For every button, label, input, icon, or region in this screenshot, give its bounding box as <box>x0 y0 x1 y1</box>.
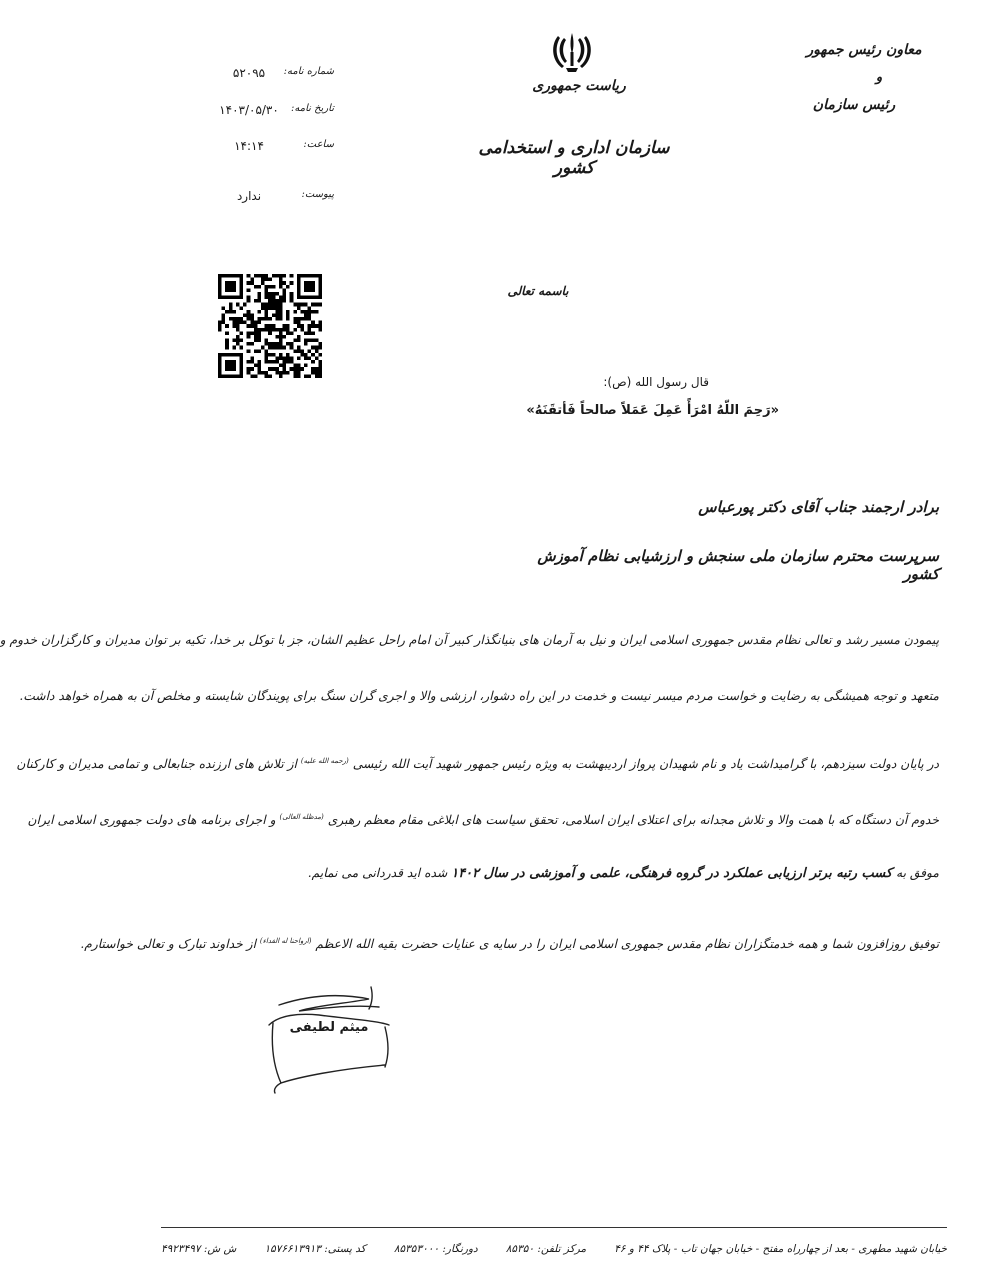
body-p2-line1-a: در پایان دولت سیزدهم، با گرامیداشت یاد و نام شهیدان پرواز اردیبهشت به ویژه رئیس جمهور شهید آیت الله رئیسی <box>352 757 939 772</box>
quote-text: «رَحِمَ اللّهُ امْرَأً عَمِلَ عَمَلاً صالحاً فَأتقَنَهُ» <box>526 403 779 418</box>
body-paragraph-2 <box>16 733 939 901</box>
presidency-title: ریاست جمهوری <box>532 78 626 94</box>
letter-number-value: ۵۲۰۹۵ <box>232 66 266 80</box>
vp-title-line1: معاون رئیس جمهور <box>806 42 922 58</box>
letter-time-value: ۱۴:۱۴ <box>234 139 264 153</box>
body-p2-line2-a: خدوم آن دستگاه که با همت والا و تلاش مجدانه برای اعتلای ایران اسلامی، تحقق سیاست های ابلاغی مقام معظم رهبری <box>327 813 939 828</box>
body-p3-a: توفیق روزافزون شما و همه خدمتگزاران نظام مقدس جمهوری اسلامی ایران را در سایه ی عنایات حضرت بقیه الله الاعظم <box>315 937 939 952</box>
body-p2-line2 <box>27 789 939 845</box>
letter-attachment <box>204 189 334 205</box>
body-paragraph-1 <box>0 612 939 724</box>
vp-title-and: و <box>875 70 883 85</box>
body-p3-line1 <box>80 913 939 969</box>
letter-number <box>204 66 334 82</box>
qr-code-icon <box>218 274 322 378</box>
body-p2-line1 <box>16 733 939 789</box>
vp-title-line2: رئیس سازمان <box>812 97 896 113</box>
letter-time <box>204 139 334 155</box>
body-p1-line1: پیمودن مسیر رشد و تعالی نظام مقدس جمهوری اسلامی ایران و نیل به آرمان های بنیانگذار کبیر آن امام راحل عظیم الشان، جز با توکل بر خدا، تکیه بر توان مدیران و کارگزاران خدوم و <box>0 633 939 647</box>
basmala: باسمه تعالی <box>507 284 569 298</box>
signatory-name: میثم لطیفی <box>289 1020 369 1035</box>
body-p2-line2-honor: (مدظله العالی) <box>279 813 324 821</box>
body-p1-line2: متعهد و توجه همیشگی به رضایت و خواست مردم میسر نیست و خدمت در این راه دشوار، ارزشی والا و اجری گران سنگ برای پویندگان شایسته و مخلص آن به همراه خواهد داشت. <box>19 689 939 703</box>
signature-icon <box>259 985 399 1095</box>
body-p2-line3-a: موفق به <box>896 866 939 880</box>
body-p2-line3-bold: کسب رتبه برتر ارزیابی عملکرد در گروه فرهنگی، علمی و آموزشی در سال ۱۴۰۲ <box>451 866 893 881</box>
body-p3-b: از خداوند تبارک و تعالی خواستارم. <box>80 937 256 952</box>
body-p2-line2-b: و اجرای برنامه های دولت جمهوری اسلامی ایران <box>27 813 276 828</box>
letter-time-label: ساعت: <box>303 139 334 150</box>
footer-divider <box>161 1227 947 1228</box>
footer-switchboard: مرکز تلفن: ۸۵۳۵۰ <box>505 1243 587 1255</box>
letter-date-label: تاریخ نامه: <box>291 103 334 114</box>
body-p2-line1-honor: (رحمه الله علیه) <box>300 757 349 765</box>
footer-postal: کد پستی: ۱۵۷۶۶۱۳۹۱۳ <box>264 1243 366 1255</box>
letter-number-label: شماره نامه: <box>283 66 334 77</box>
iran-emblem-icon <box>550 30 594 76</box>
letter-attachment-value: ندارد <box>236 189 262 203</box>
letter-date <box>204 103 334 119</box>
addressee-line2: سرپرست محترم سازمان ملی سنجش و ارزشیابی نظام آموزش کشور <box>537 547 939 583</box>
letter-attachment-label: پیوست: <box>301 189 334 200</box>
footer-sh: ش ش: ۴۹۲۳۴۹۷ <box>161 1243 237 1255</box>
addressee-line1: برادر ارجمند جناب آقای دکتر پورعباس <box>698 498 939 516</box>
vp-title-block <box>794 42 934 113</box>
footer <box>161 1243 947 1255</box>
body-p2-line1-b: از تلاش های ارزنده جنابعالی و تمامی مدیران و کارکنان <box>16 757 297 772</box>
footer-fax: دورنگار: ۸۵۳۵۳۰۰۰ <box>393 1243 478 1255</box>
body-p2-line3 <box>154 845 939 901</box>
body-p2-line3-b: شده اید قدردانی می نمایم. <box>307 866 448 880</box>
letter-date-value: ۱۴۰۳/۰۵/۳۰ <box>219 103 279 117</box>
organization-name: سازمان اداری و استخدامی کشور <box>478 138 670 178</box>
quote-attribution: قال رسول الله (ص): <box>603 375 709 389</box>
footer-address: خیابان شهید مطهری - بعد از چهارراه مفتح - خیابان جهان تاب - پلاک ۴۴ و ۴۶ <box>614 1243 947 1255</box>
body-paragraph-3 <box>80 913 939 969</box>
body-p3-honor: (ارواحنا له الفداء) <box>259 937 312 945</box>
